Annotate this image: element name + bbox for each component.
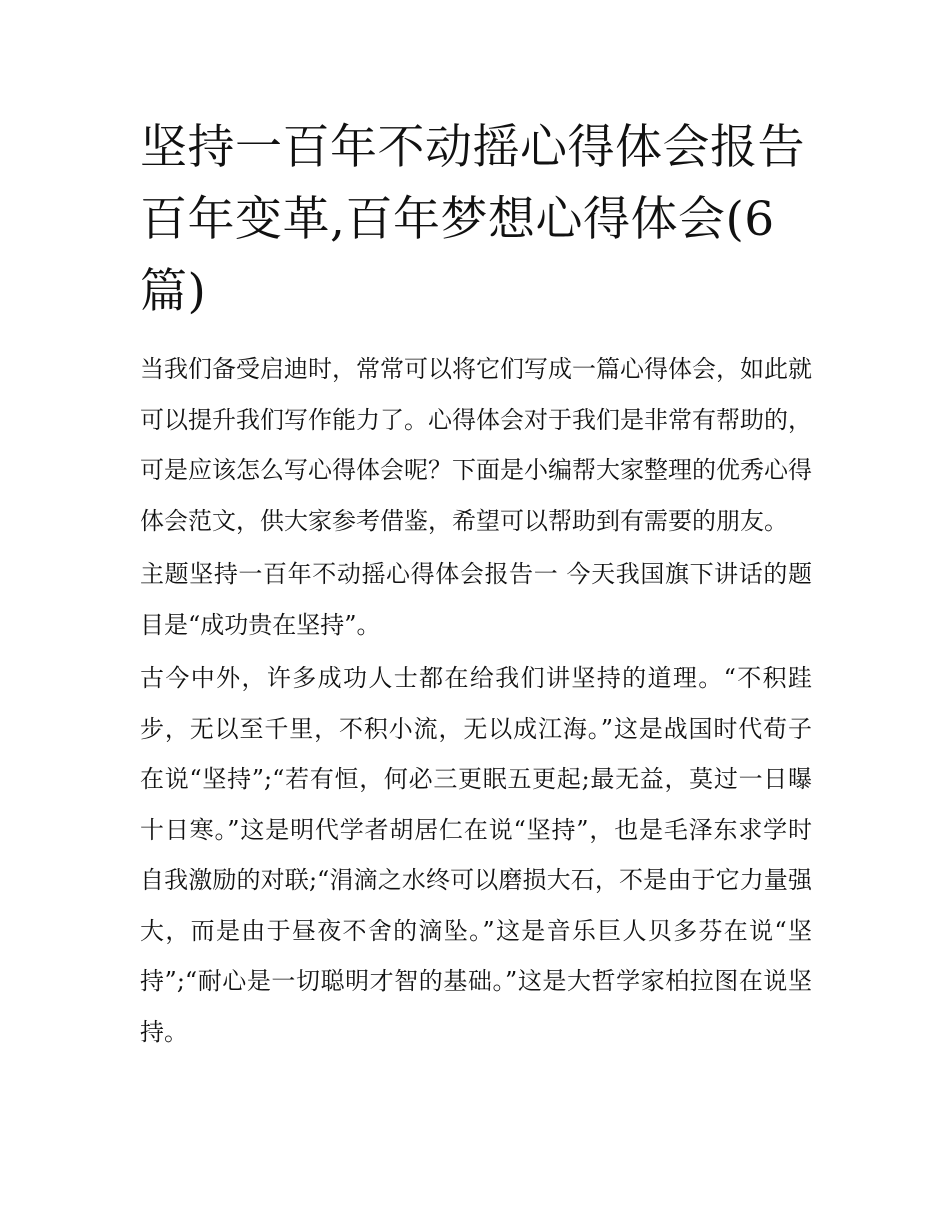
paragraph-quotes: 古今中外，许多成功人士都在给我们讲坚持的道理。“不积跬步，无以至千里，不积小流，无以成江海。”这是战国时代荀子在说“坚持”;“若有恒，何必三更眠五更起;最无益，莫过一日曝十日寒。”这是明代学者胡居仁在说“坚持”，也是毛泽东求学时自我激励的对联;“涓滴之水终可以磨损大石，不是由于它力量强大，而是由于昼夜不舍的滴坠。”这是音乐巨人贝多芬在说“坚持”;“耐心是一切聪明才智的基础。”这是大哲学家柏拉图在说坚持。 xyxy=(140,664,812,1046)
paragraph-intro: 当我们备受启迪时，常常可以将它们写成一篇心得体会，如此就可以提升我们写作能力了。心得体会对于我们是非常有帮助的，可是应该怎么写心得体会呢？下面是小编帮大家整理的优秀心得体会范文，供大家参考借鉴，希望可以帮助到有需要的朋友。 xyxy=(140,355,812,535)
document-title: 坚持一百年不动摇心得体会报告 百年变革,百年梦想心得体会(6篇) xyxy=(140,120,805,319)
document-page xyxy=(140,112,812,1060)
paragraph-topic: 主题坚持一百年不动摇心得体会报告一 今天我国旗下讲话的题目是“成功贵在坚持”。 xyxy=(140,560,812,639)
